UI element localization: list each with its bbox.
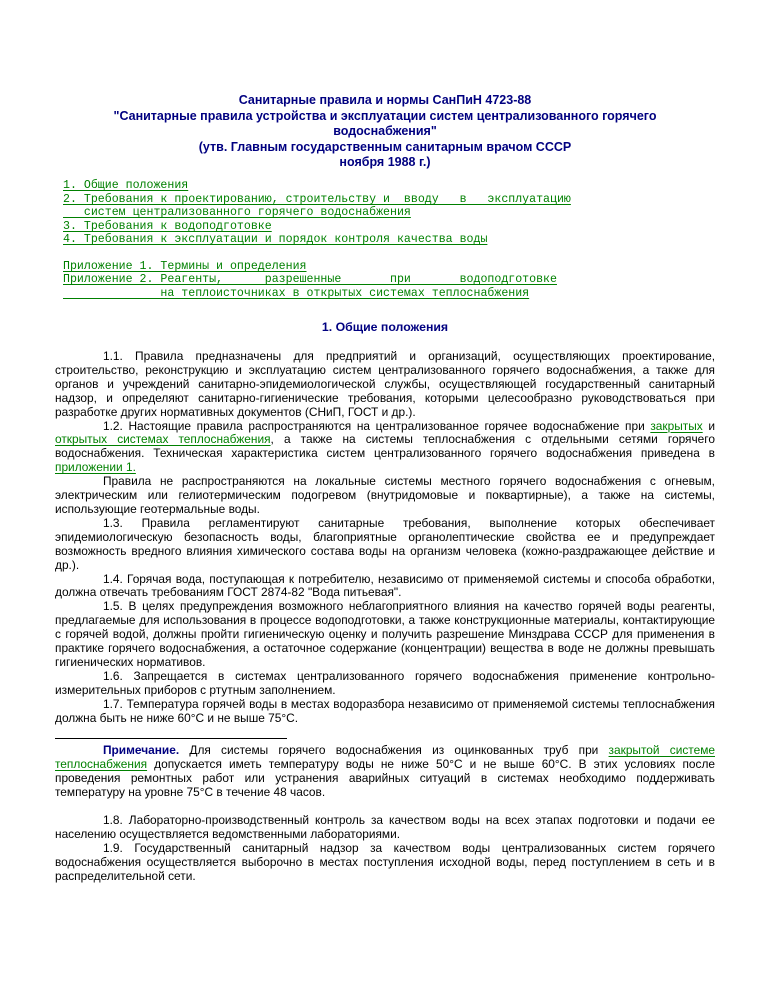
link-closed-systems[interactable]: закрытых [650,418,703,433]
paragraph-1-5: 1.5. В целях предупреждения возможного неблагоприятного влияния на качество горячей воды реагенты, предлагаемые для использования в процессе водоподготовки, а также конструкционные материалы, контактирующие с горячей водой, должны пройти гигиеническую оценку и получить разрешение Минздрава СССР для применения в практике горячего водоснабжения, а остаточное содержание (концентрации) вещества в воде не должны превышать гигиенических нормативов. [55,599,715,669]
section-body-continued [55,814,715,884]
paragraph-1-4: 1.4. Горячая вода, поступающая к потребителю, независимо от применяемой системы и способа обработки, должна отвечать требованиям ГОСТ 2874-82 "Вода питьевая". [55,571,715,600]
title-line: (утв. Главным государственным санитарным врачом СССР [198,139,572,154]
title-line: водоснабжения" [333,124,437,138]
note-block [55,744,715,800]
toc-link-section-4[interactable]: 4. Требования к эксплуатации и порядок контроля качества воды [63,233,488,246]
link-appendix-1[interactable]: приложении 1. [55,460,136,475]
title-line: "Санитарные правила устройства и эксплуатации систем централизованного горячего [113,108,657,123]
paragraph-1-6: 1.6. Запрещается в системах централизованного горячего водоснабжения применение контрольно-измерительных приборов с ртутным заполнением. [55,668,715,697]
paragraph-1-7: 1.7. Температура горячей воды в местах водоразбора независимо от применяемой системы теплоснабжения должна быть не ниже 60°С и не выше 75°С. [55,696,715,725]
toc-link-appendix-2-cont[interactable]: на теплоисточниках в открытых системах теплоснабжения [63,287,530,300]
toc-link-section-3[interactable]: 3. Требования к водоподготовке [63,220,272,233]
paragraph-1-8: 1.8. Лабораторно-производственный контроль за качеством воды на всех этапах подготовки и подачи ее населению осуществляется ведомственными лабораториями. [55,813,715,841]
paragraph-1-3: 1.3. Правила регламентируют санитарные требования, выполнение которых обеспечивает эпидемиологическую безопасность воды, благоприятные органолептические свойства ее и предупреждает возможность вредного влияния химического состава воды на организм человека (кожно-раздражающее действие и др.). [55,515,715,572]
footnote-divider [55,738,287,739]
toc-link-appendix-2[interactable]: Приложение 2. Реагенты, разрешенные при водоподготовке [63,273,557,286]
document-title [55,93,715,171]
paragraph-1-9: 1.9. Государственный санитарный надзор за качеством воды централизованных систем горячего водоснабжения осуществляется выборочно в местах поступления исходной воды, перед поступлением в сеть и в распределительной сети. [55,840,715,883]
paragraph-1-2: 1.2. Настоящие правила распространяются на централизованное горячее водоснабжение при закрытых и открытых системах теплоснабжения, а также на системы теплоснабжения с отдельными сетями горячего водоснабжения. Техническая характеристика систем централизованного горячего водоснабжения приведена в приложении 1. [55,418,715,475]
note-paragraph: Примечание. Для системы горячего водоснабжения из оцинкованных труб при закрытой системе теплоснабжения допускается иметь температуру воды не ниже 50°С и не выше 60°С. В этих условиях после проведения ремонтных работ или устранения аварийных ситуаций в системах необходимо поддерживать температуру на уровне 75°С в течение 48 часов. [55,743,716,799]
toc-link-section-2[interactable]: 2. Требования к проектированию, строительству и вводу в эксплуатацию [63,193,571,206]
title-line: ноября 1988 г.) [339,155,431,169]
section-body [55,350,715,725]
section-heading: 1. Общие положения [321,320,449,334]
link-open-systems[interactable]: открытых системах теплоснабжения [55,432,271,447]
toc-link-section-1[interactable]: 1. Общие положения [63,179,189,192]
title-line: Санитарные правила и нормы СанПиН 4723-88 [238,93,532,107]
paragraph-1-2-note: Правила не распространяются на локальные системы местного горячего водоснабжения с огневым, электрическим или гелиотермическим подогревом (внутридомовые и поквартирные), а также на системы, использующие геотермальные воды. [55,474,715,516]
link-closed-heat-system[interactable]: закрытой системе теплоснабжения [55,743,716,771]
paragraph-1-1: 1.1. Правила предназначены для предприятий и организаций, осуществляющих проектирование, строительство, реконструкцию и эксплуатацию систем централизованного горячего водоснабжения, а также для органов и учреждений санитарно-эпидемиологической службы, осуществляющей государственный санитарный надзор, и определяют санитарно-гигиенические требования, которыми целесообразно руководствоваться при разработке других нормативных документов (СНиП, ГОСТ и др.). [55,349,715,419]
toc-link-appendix-1[interactable]: Приложение 1. Термины и определения [63,260,307,273]
note-label: Примечание. [103,743,180,757]
toc-link-section-2-cont[interactable]: систем централизованного горячего водоснабжения [63,206,411,219]
